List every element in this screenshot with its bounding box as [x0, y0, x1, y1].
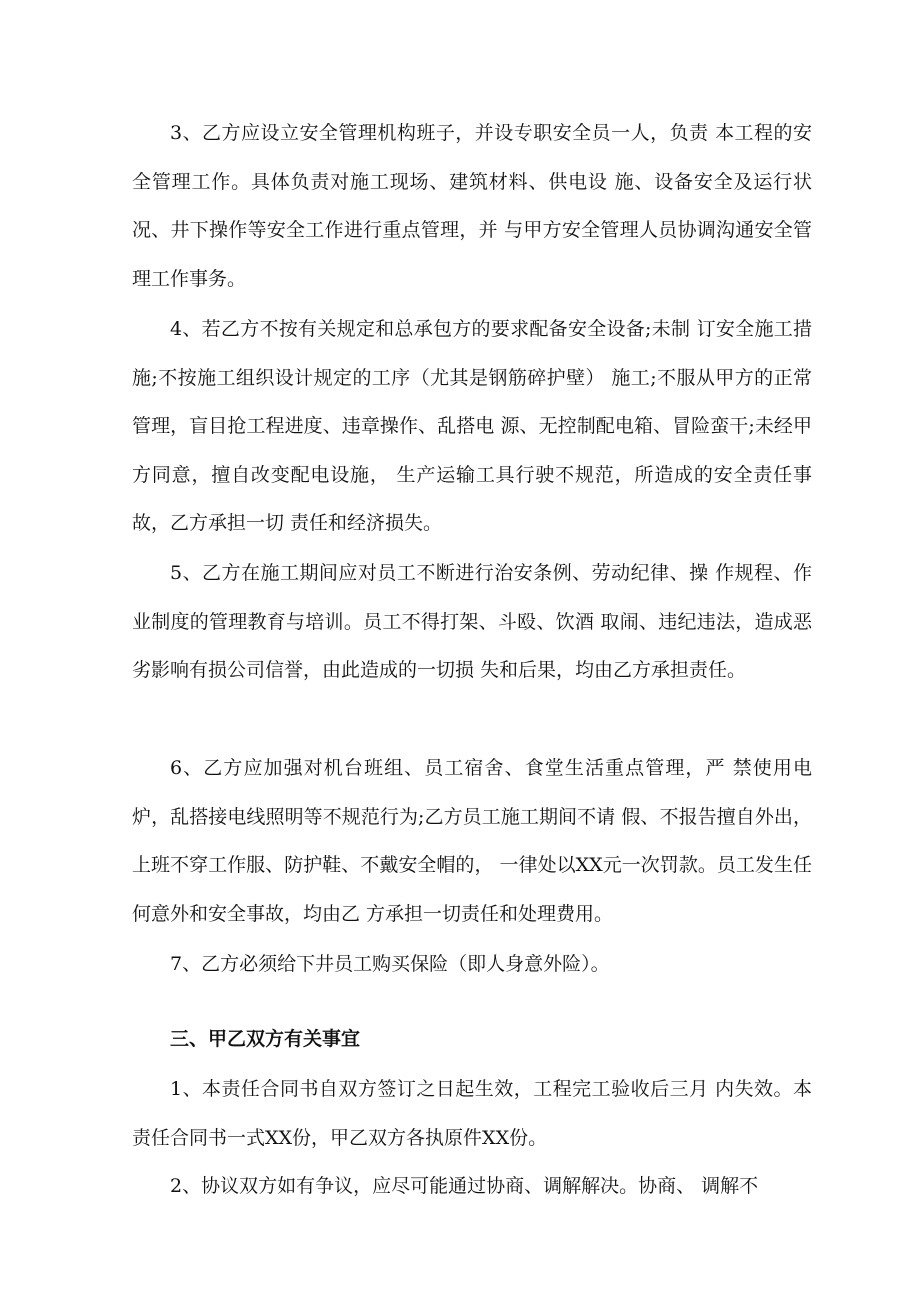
section-item-1-paragraph: 1、本责任合同书自双方签订之日起生效，工程完工验收后三月 内失效。本责任合同书一式XX份，甲乙双方各执原件XX份。 [132, 1078, 812, 1149]
clause-6-paragraph: 6、乙方应加强对机台班组、员工宿舍、食堂生活重点管理，严 禁使用电炉，乱搭接电线照明等不规范行为;乙方员工施工期间不请 假、不报告擅自外出，上班不穿工作服、防护鞋、不戴安全帽的， 一律处以XX元一次罚款。员工发生任何意外和安全事故，均由乙 方承担一切责任和处理费用。 [132, 757, 812, 925]
clause-3-paragraph: 3、乙方应设立安全管理机构班子，并设专职安全员一人，负责 本工程的安全管理工作。具体负责对施工现场、建筑材料、供电设 施、设备安全及运行状况、井下操作等安全工作进行重点管理，并 与甲方安全管理人员协调沟通安全管理工作事务。 [132, 122, 812, 290]
clause-7-paragraph: 7、乙方必须给下井员工购买保险（即人身意外险）。 [170, 953, 610, 975]
clause-5-paragraph: 5、乙方在施工期间应对员工不断进行治安条例、劳动纪律、操 作规程、作业制度的管理教育与培训。员工不得打架、斗殴、饮酒 取闹、违纪违法，造成恶劣影响有损公司信誉，由此造成的一切损 失和后果，均由乙方承担责任。 [132, 562, 812, 682]
clause-4-paragraph: 4、若乙方不按有关规定和总承包方的要求配备安全设备;未制 订安全施工措施;不按施工组织设计规定的工序（尤其是钢筋碎护壁） 施工;不服从甲方的正常管理，盲目抢工程进度、违章操作、乱搭电 源、无控制配电箱、冒险蛮干;未经甲方同意，擅自改变配电设施， 生产运输工具行驶不规范，所造成的安全责任事故，乙方承担一切 责任和经济损失。 [132, 318, 812, 535]
section-item-2-paragraph: 2、协议双方如有争议，应尽可能通过协商、调解解决。协商、 调解不 [170, 1175, 759, 1197]
section-heading: 三、甲乙双方有关事宜 [170, 1028, 361, 1050]
